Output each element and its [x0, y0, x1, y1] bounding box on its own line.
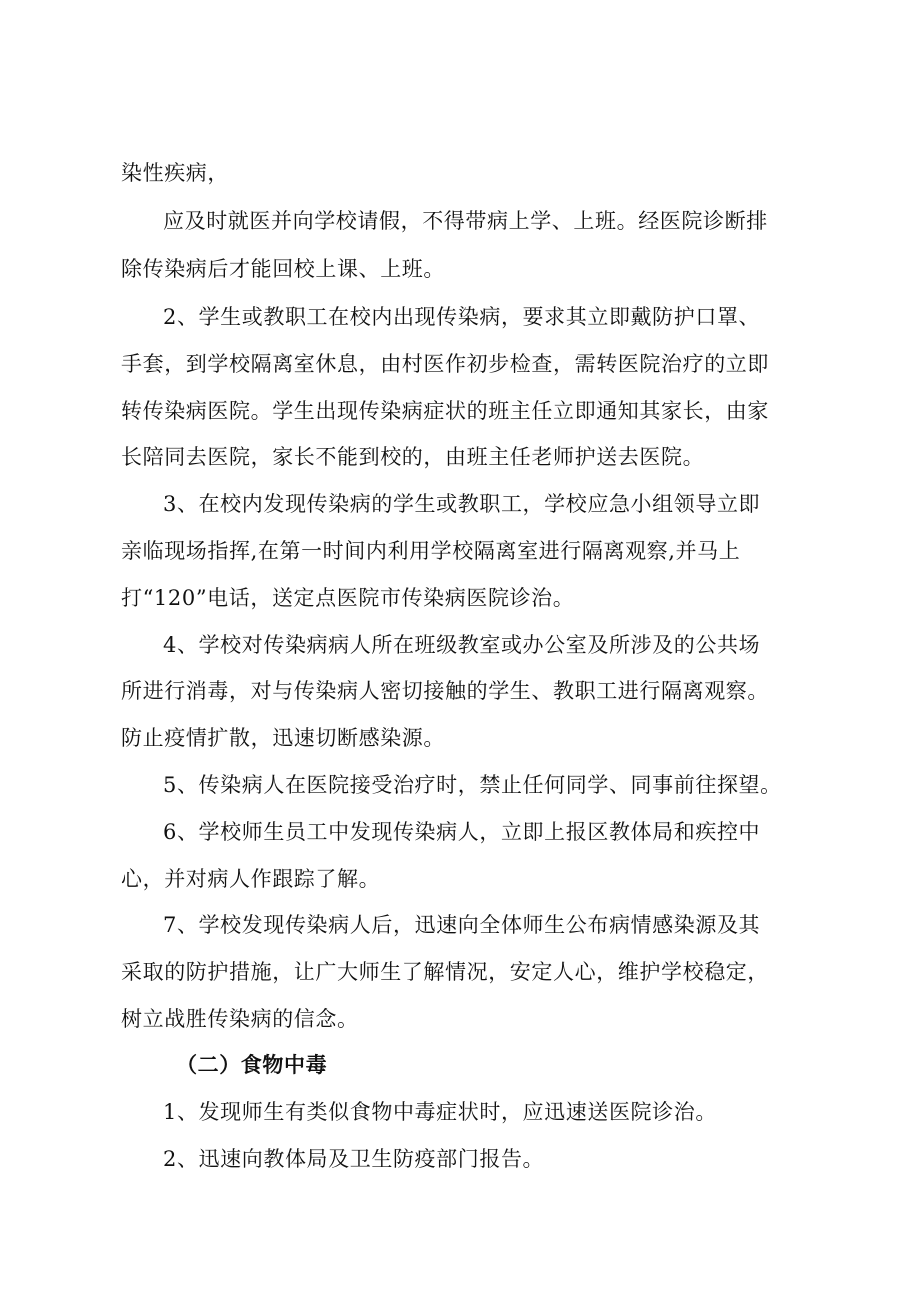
text-line-5: 手套，到学校隔离室休息，由村医作初步检查，需转医院治疗的立即: [121, 352, 769, 376]
text-line-12: 所进行消毒，对与传染病人密切接触的学生、教职工进行隔离观察。: [121, 679, 769, 703]
text-line-19: 树立战胜传染病的信念。: [121, 1007, 359, 1031]
text-line-18: 采取的防护措施，让广大师生了解情况，安定人心，维护学校稳定，: [121, 960, 769, 984]
text-line-14: 5、传染病人在医院接受治疗时，禁止任何同学、同事前往探望。: [163, 773, 782, 797]
section-heading-food-poisoning: （二）食物中毒: [176, 1053, 328, 1077]
text-line-2: 应及时就医并向学校请假，不得带病上学、上班。经医院诊断排: [163, 209, 768, 233]
text-line-9: 亲临现场指挥,在第一时间内利用学校隔离室进行隔离观察,并马上: [121, 539, 741, 563]
text-line-10: 打“120”电话，送定点医院市传染病医院诊治。: [121, 586, 575, 610]
text-line-4: 2、学生或教职工在校内出现传染病，要求其立即戴防护口罩、: [163, 305, 761, 329]
text-line-16: 心，并对病人作跟踪了解。: [121, 867, 381, 891]
text-line-15: 6、学校师生员工中发现传染病人，立即上报区教体局和疾控中: [163, 820, 761, 844]
text-line-3: 除传染病后才能回校上课、上班。: [121, 257, 445, 281]
text-line-11: 4、学校对传染病病人所在班级教室或办公室及所涉及的公共场: [163, 633, 761, 657]
text-line-13: 防止疫情扩散，迅速切断感染源。: [121, 726, 445, 750]
text-line-8: 3、在校内发现传染病的学生或教职工，学校应急小组领导立即: [163, 492, 761, 516]
text-line-6: 转传染病医院。学生出现传染病症状的班主任立即通知其家长，由家: [121, 399, 769, 423]
text-line-17: 7、学校发现传染病人后，迅速向全体师生公布病情感染源及其: [163, 913, 761, 937]
text-line-21: 1、发现师生有类似食物中毒症状时，应迅速送医院诊治。: [163, 1100, 717, 1124]
text-line-1: 染性疾病，: [121, 161, 229, 185]
text-line-7: 长陪同去医院，家长不能到校的，由班主任老师护送去医院。: [121, 445, 705, 469]
text-line-22: 2、迅速向教体局及卫生防疫部门报告。: [163, 1147, 545, 1171]
